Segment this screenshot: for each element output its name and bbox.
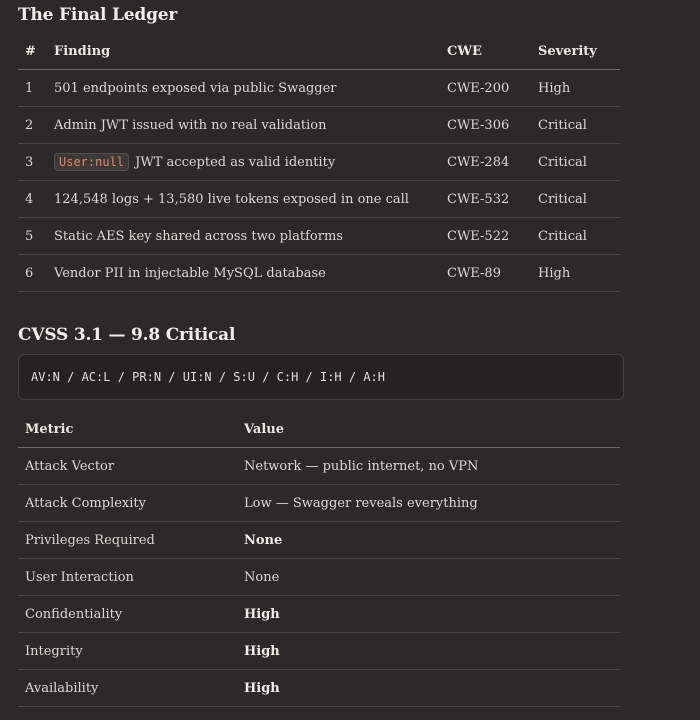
metric-name: User Interaction <box>18 559 237 596</box>
metric-name: Attack Complexity <box>18 485 237 522</box>
inline-code: User:null <box>54 153 129 171</box>
severity-label: High <box>531 255 620 292</box>
severity-label: Critical <box>531 218 620 255</box>
header-metric: Metric <box>18 411 237 448</box>
finding-text <box>47 218 440 255</box>
cwe-id: CWE-200 <box>440 70 531 107</box>
severity-label: Critical <box>531 144 620 181</box>
finding-label: 124,548 logs + 13,580 live tokens exposed in one call <box>54 191 409 207</box>
ledger-heading: The Final Ledger <box>18 5 178 25</box>
finding-number: 4 <box>18 181 47 218</box>
cwe-id: CWE-532 <box>440 181 531 218</box>
severity-label: Critical <box>531 181 620 218</box>
metrics-header-row <box>18 411 620 448</box>
metric-value: High <box>237 596 620 633</box>
finding-label: Static AES key shared across two platforms <box>54 228 343 244</box>
header-num: # <box>18 33 47 70</box>
metric-value: Network — public internet, no VPN <box>237 448 620 485</box>
findings-header-row <box>18 33 620 70</box>
finding-text <box>47 107 440 144</box>
metric-name: Privileges Required <box>18 522 237 559</box>
cwe-id: CWE-522 <box>440 218 531 255</box>
finding-label: Admin JWT issued with no real validation <box>54 117 327 133</box>
metric-name: Integrity <box>18 633 237 670</box>
table-row <box>18 485 620 522</box>
header-severity: Severity <box>531 33 620 70</box>
severity-label: High <box>531 70 620 107</box>
cvss-heading: CVSS 3.1 — 9.8 Critical <box>18 325 236 345</box>
header-finding: Finding <box>47 33 440 70</box>
metric-value: High <box>237 633 620 670</box>
metric-value: High <box>237 670 620 707</box>
findings-body <box>18 70 620 292</box>
table-row <box>18 70 620 107</box>
metric-value: None <box>237 559 620 596</box>
finding-text <box>47 255 440 292</box>
finding-text <box>47 70 440 107</box>
cwe-id: CWE-306 <box>440 107 531 144</box>
finding-label: 501 endpoints exposed via public Swagger <box>54 80 337 96</box>
metric-name: Attack Vector <box>18 448 237 485</box>
table-row <box>18 670 620 707</box>
finding-number: 5 <box>18 218 47 255</box>
finding-number: 6 <box>18 255 47 292</box>
cwe-id: CWE-284 <box>440 144 531 181</box>
table-row <box>18 107 620 144</box>
finding-number: 1 <box>18 70 47 107</box>
metric-name: Confidentiality <box>18 596 237 633</box>
finding-number: 3 <box>18 144 47 181</box>
table-row <box>18 522 620 559</box>
finding-text <box>47 144 440 181</box>
table-row <box>18 596 620 633</box>
metric-value: None <box>237 522 620 559</box>
table-row <box>18 144 620 181</box>
metric-name: Availability <box>18 670 237 707</box>
table-row <box>18 633 620 670</box>
severity-label: Critical <box>531 107 620 144</box>
header-value: Value <box>237 411 620 448</box>
table-row <box>18 218 620 255</box>
finding-number: 2 <box>18 107 47 144</box>
table-row <box>18 255 620 292</box>
header-cwe: CWE <box>440 33 531 70</box>
cwe-id: CWE-89 <box>440 255 531 292</box>
table-row <box>18 559 620 596</box>
finding-text <box>47 181 440 218</box>
metric-value: Low — Swagger reveals everything <box>237 485 620 522</box>
finding-label: JWT accepted as valid identity <box>135 154 336 170</box>
table-row <box>18 181 620 218</box>
table-row <box>18 448 620 485</box>
cvss-vector-code-block: AV:N / AC:L / PR:N / UI:N / S:U / C:H / I:H / A:H <box>18 354 624 400</box>
metrics-body <box>18 448 620 707</box>
finding-label: Vendor PII in injectable MySQL database <box>54 265 326 281</box>
cvss-metrics-table <box>18 411 620 707</box>
findings-table <box>18 33 620 292</box>
